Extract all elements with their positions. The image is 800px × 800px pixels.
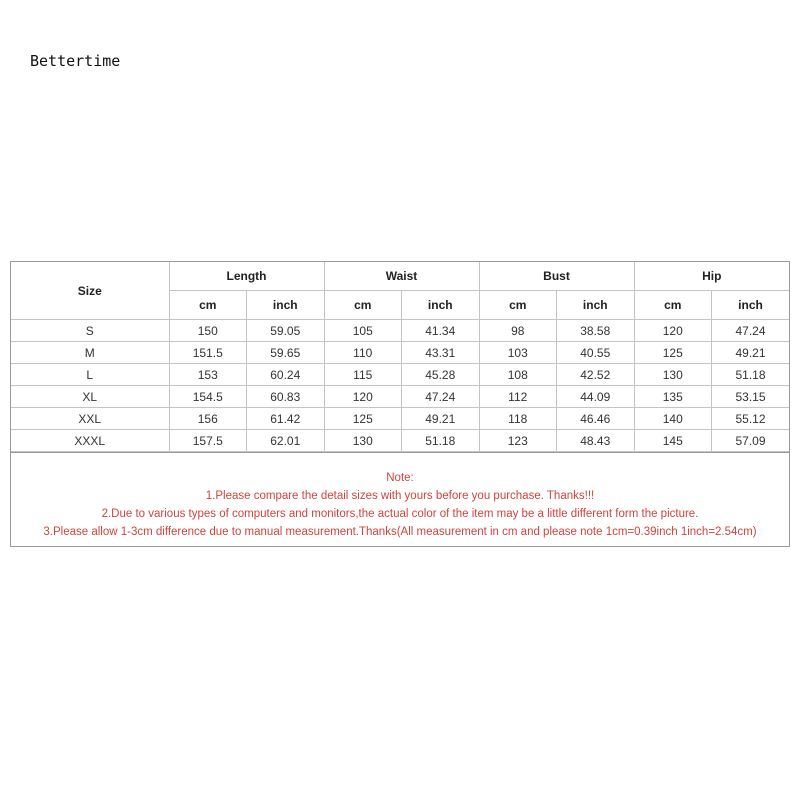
table-cell: 49.21 — [712, 342, 790, 364]
table-cell: 43.31 — [402, 342, 480, 364]
table-cell: 42.52 — [557, 364, 635, 386]
table-cell: 157.5 — [169, 430, 247, 452]
size-chart — [10, 261, 790, 547]
table-cell: 153 — [169, 364, 247, 386]
unit-header: cm — [169, 291, 247, 320]
table-cell: 57.09 — [712, 430, 790, 452]
table-cell: 115 — [324, 364, 402, 386]
table-cell: 108 — [479, 364, 557, 386]
unit-header: inch — [247, 291, 325, 320]
table-cell: 154.5 — [169, 386, 247, 408]
size-cell: XXXL — [11, 430, 169, 452]
unit-header: inch — [712, 291, 790, 320]
table-cell: 120 — [324, 386, 402, 408]
table-cell: 48.43 — [557, 430, 635, 452]
unit-header: cm — [634, 291, 712, 320]
hip-header: Hip — [634, 262, 789, 291]
table-cell: 55.12 — [712, 408, 790, 430]
size-cell: L — [11, 364, 169, 386]
table-row — [11, 342, 789, 364]
table-cell: 46.46 — [557, 408, 635, 430]
table-cell: 47.24 — [712, 320, 790, 342]
table-cell: 156 — [169, 408, 247, 430]
unit-header: inch — [402, 291, 480, 320]
table-cell: 98 — [479, 320, 557, 342]
size-cell: S — [11, 320, 169, 342]
size-table — [11, 262, 789, 452]
bust-header: Bust — [479, 262, 634, 291]
table-cell: 44.09 — [557, 386, 635, 408]
table-cell: 38.58 — [557, 320, 635, 342]
unit-header: cm — [324, 291, 402, 320]
size-cell: M — [11, 342, 169, 364]
table-cell: 61.42 — [247, 408, 325, 430]
waist-header: Waist — [324, 262, 479, 291]
table-cell: 59.65 — [247, 342, 325, 364]
note-item: 2.Due to various types of computers and monitors,the actual color of the item may be a little different form the picture. — [101, 508, 699, 520]
table-cell: 60.83 — [247, 386, 325, 408]
table-cell: 103 — [479, 342, 557, 364]
table-cell: 140 — [634, 408, 712, 430]
table-cell: 51.18 — [402, 430, 480, 452]
table-cell: 125 — [634, 342, 712, 364]
table-row — [11, 320, 789, 342]
brand-name: Bettertime — [30, 52, 121, 70]
table-row — [11, 408, 789, 430]
table-cell: 62.01 — [247, 430, 325, 452]
note-item: 1.Please compare the detail sizes with yours before you purchase. Thanks!!! — [205, 490, 595, 502]
notes-section — [11, 452, 789, 546]
table-row — [11, 364, 789, 386]
table-cell: 150 — [169, 320, 247, 342]
table-cell: 130 — [634, 364, 712, 386]
table-cell: 112 — [479, 386, 557, 408]
table-cell: 41.34 — [402, 320, 480, 342]
table-cell: 145 — [634, 430, 712, 452]
unit-header: inch — [557, 291, 635, 320]
table-cell: 135 — [634, 386, 712, 408]
group-header-row — [11, 262, 789, 291]
table-cell: 51.18 — [712, 364, 790, 386]
table-cell: 151.5 — [169, 342, 247, 364]
table-cell: 120 — [634, 320, 712, 342]
size-cell: XXL — [11, 408, 169, 430]
size-column-header: Size — [11, 262, 169, 320]
table-cell: 110 — [324, 342, 402, 364]
unit-header: cm — [479, 291, 557, 320]
table-cell: 47.24 — [402, 386, 480, 408]
notes-title: Note: — [386, 472, 414, 484]
table-cell: 60.24 — [247, 364, 325, 386]
table-cell: 105 — [324, 320, 402, 342]
table-cell: 125 — [324, 408, 402, 430]
table-row — [11, 386, 789, 408]
size-cell: XL — [11, 386, 169, 408]
table-cell: 59.05 — [247, 320, 325, 342]
table-cell: 45.28 — [402, 364, 480, 386]
table-cell: 49.21 — [402, 408, 480, 430]
length-header: Length — [169, 262, 324, 291]
table-cell: 130 — [324, 430, 402, 452]
table-cell: 53.15 — [712, 386, 790, 408]
table-cell: 123 — [479, 430, 557, 452]
table-cell: 118 — [479, 408, 557, 430]
table-row — [11, 430, 789, 452]
note-item: 3.Please allow 1-3cm difference due to manual measurement.Thanks(All measurement in cm and please note 1cm=0.39inch 1inch=2.54cm) — [43, 526, 757, 538]
table-cell: 40.55 — [557, 342, 635, 364]
